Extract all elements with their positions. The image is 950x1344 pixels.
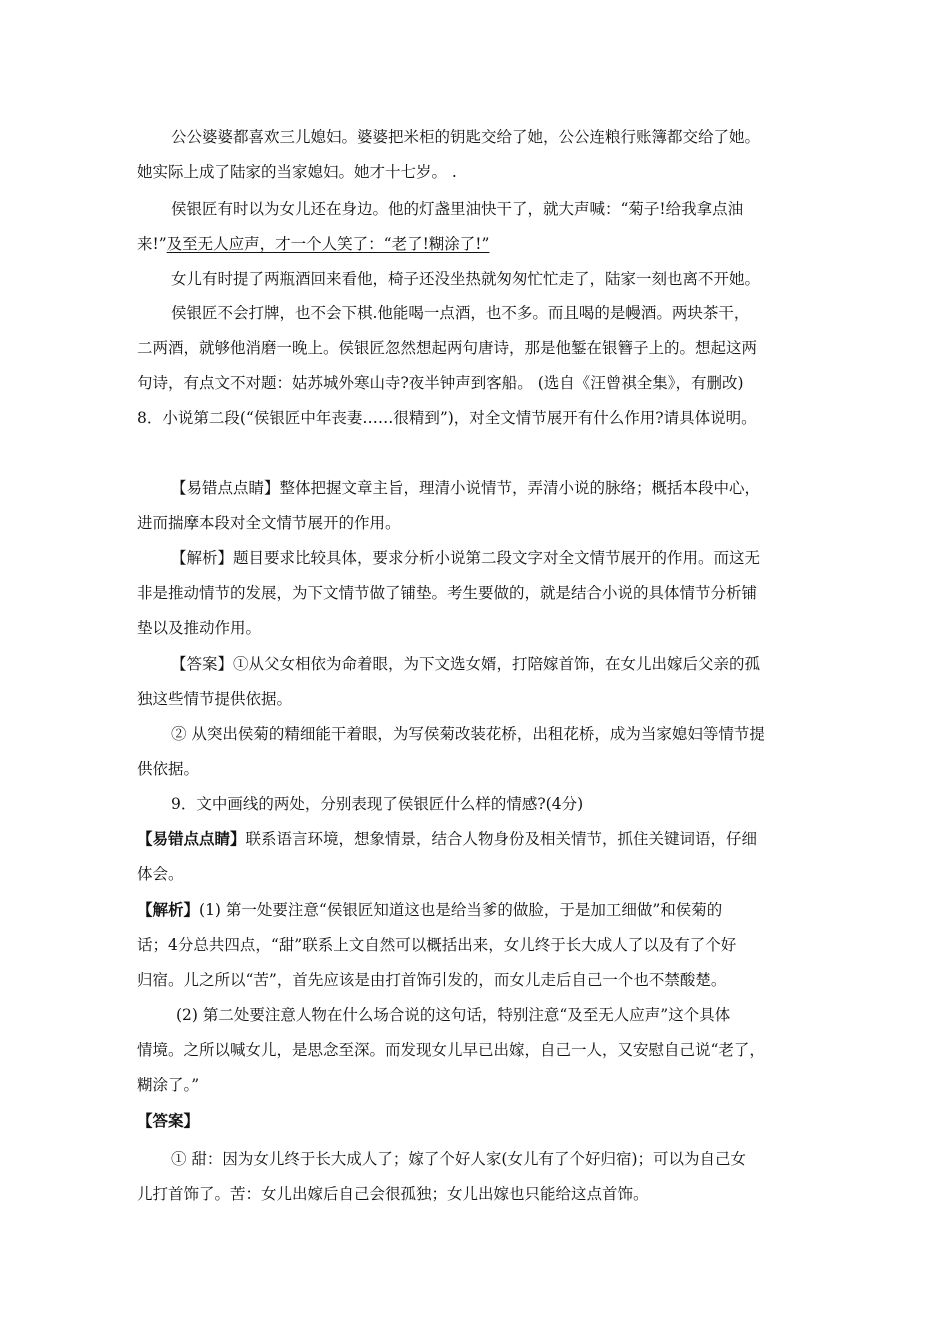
story-paragraph-line: 她实际上成了陆家的当家媳妇。她才十七岁。 . <box>137 163 457 181</box>
story-paragraph-line: 句诗，有点文不对题：姑苏城外寒山寺?夜半钟声到客船。 (选自《汪曾祺全集》，有删改) <box>137 374 744 392</box>
analysis-line: 归宿。儿之所以“苦”，首先应该是由打首饰引发的，而女儿走后自己一个也不禁酸楚。 <box>137 971 727 989</box>
tip-line: 进而揣摩本段对全文情节展开的作用。 <box>137 514 401 532</box>
story-paragraph-line: 侯银匠有时以为女儿还在身边。他的灯盏里油快干了，就大声喊：“菊子!给我拿点油 <box>171 200 744 218</box>
answer-text: ①从父女相依为命着眼，为下文选女婿，打陪嫁首饰，在女儿出嫁后父亲的孤 <box>233 655 761 673</box>
answer-label: 【答案】 <box>137 1111 200 1130</box>
analysis-label: 【解析】 <box>171 549 234 567</box>
question-8: 8．小说第二段(“侯银匠中年丧妻……很精到”)，对全文情节展开有什么作用?请具体说明。 <box>137 409 757 427</box>
answer-line: 儿打首饰了。苦：女儿出嫁后自己会很孤独；女儿出嫁也只能给这点首饰。 <box>137 1185 649 1203</box>
answer-line: 独这些情节提供依据。 <box>137 690 293 708</box>
story-paragraph-line <box>137 233 489 255</box>
question-9: 9．文中画线的两处，分别表现了侯银匠什么样的情感?(4分) <box>171 795 584 813</box>
analysis-text: (1) 第一处要注意“侯银匠知道这也是给当爹的做脸，于是加工细做”和侯菊的 <box>199 901 723 919</box>
story-paragraph-line: 二两酒，就够他消磨一晚上。侯银匠忽然想起两句唐诗，那是他錾在银簪子上的。想起这两 <box>137 339 758 357</box>
analysis-line: 非是推动情节的发展，为下文情节做了铺垫。考生要做的，就是结合小说的具体情节分析铺 <box>137 584 758 602</box>
tip-line <box>171 477 760 499</box>
answer-line: ② 从突出侯菊的精细能干着眼，为写侯菊改装花桥，出租花桥，成为当家媳妇等情节提 <box>171 725 765 743</box>
analysis-line: 糊涂了。” <box>137 1076 200 1094</box>
analysis-text: 题目要求比较具体，要求分析小说第二段文字对全文情节展开的作用。而这无 <box>233 549 761 567</box>
story-paragraph-line: 侯银匠不会打牌，也不会下棋.他能喝一点酒，也不多。而且喝的是幔酒。两块茶干， <box>171 304 750 322</box>
analysis-line: 垫以及推动作用。 <box>137 619 262 637</box>
tip-label: 【易错点点睛】 <box>171 479 280 497</box>
answer-line: ① 甜：因为女儿终于长大成人了；嫁了个好人家(女儿有了个好归宿)；可以为自己女 <box>171 1150 747 1168</box>
tip-text: 联系语言环境，想象情景，结合人物身份及相关情节，抓住关键词语，仔细 <box>245 830 758 848</box>
analysis-line <box>171 547 760 569</box>
answer-line: 供依据。 <box>137 760 200 778</box>
tip-line: 体会。 <box>137 865 184 883</box>
analysis-label: 【解析】 <box>137 900 200 919</box>
tip-line <box>137 828 757 850</box>
answer-label: 【答案】 <box>171 655 234 673</box>
story-paragraph-line: 公公婆婆都喜欢三儿媳妇。婆婆把米柜的钥匙交给了她，公公连粮行账簿都交给了她。 <box>171 128 761 146</box>
story-paragraph-line: 女儿有时提了两瓶酒回来看他，椅子还没坐热就匆匆忙忙走了，陆家一刻也离不开她。 <box>171 270 761 288</box>
underlined-passage: 及至无人应声，才一个人笑了：“老了!糊涂了!” <box>166 235 490 253</box>
analysis-line: 情境。之所以喊女儿，是思念至深。而发现女儿早已出嫁，自己一人，又安慰自己说“老了， <box>137 1041 765 1059</box>
analysis-line: (2) 第二处要注意人物在什么场合说的这句话，特别注意“及至无人应声”这个具体 <box>176 1006 731 1024</box>
analysis-line: 话；4分总共四点，“甜”联系上文自然可以概括出来，女儿终于长大成人了以及有了个好 <box>137 936 737 954</box>
analysis-line <box>137 899 722 921</box>
story-text: 来!” <box>137 235 167 253</box>
tip-label: 【易错点点睛】 <box>137 829 246 848</box>
tip-text: 整体把握文章主旨，理清小说情节，弄清小说的脉络；概括本段中心， <box>279 479 761 497</box>
answer-line <box>171 653 760 675</box>
